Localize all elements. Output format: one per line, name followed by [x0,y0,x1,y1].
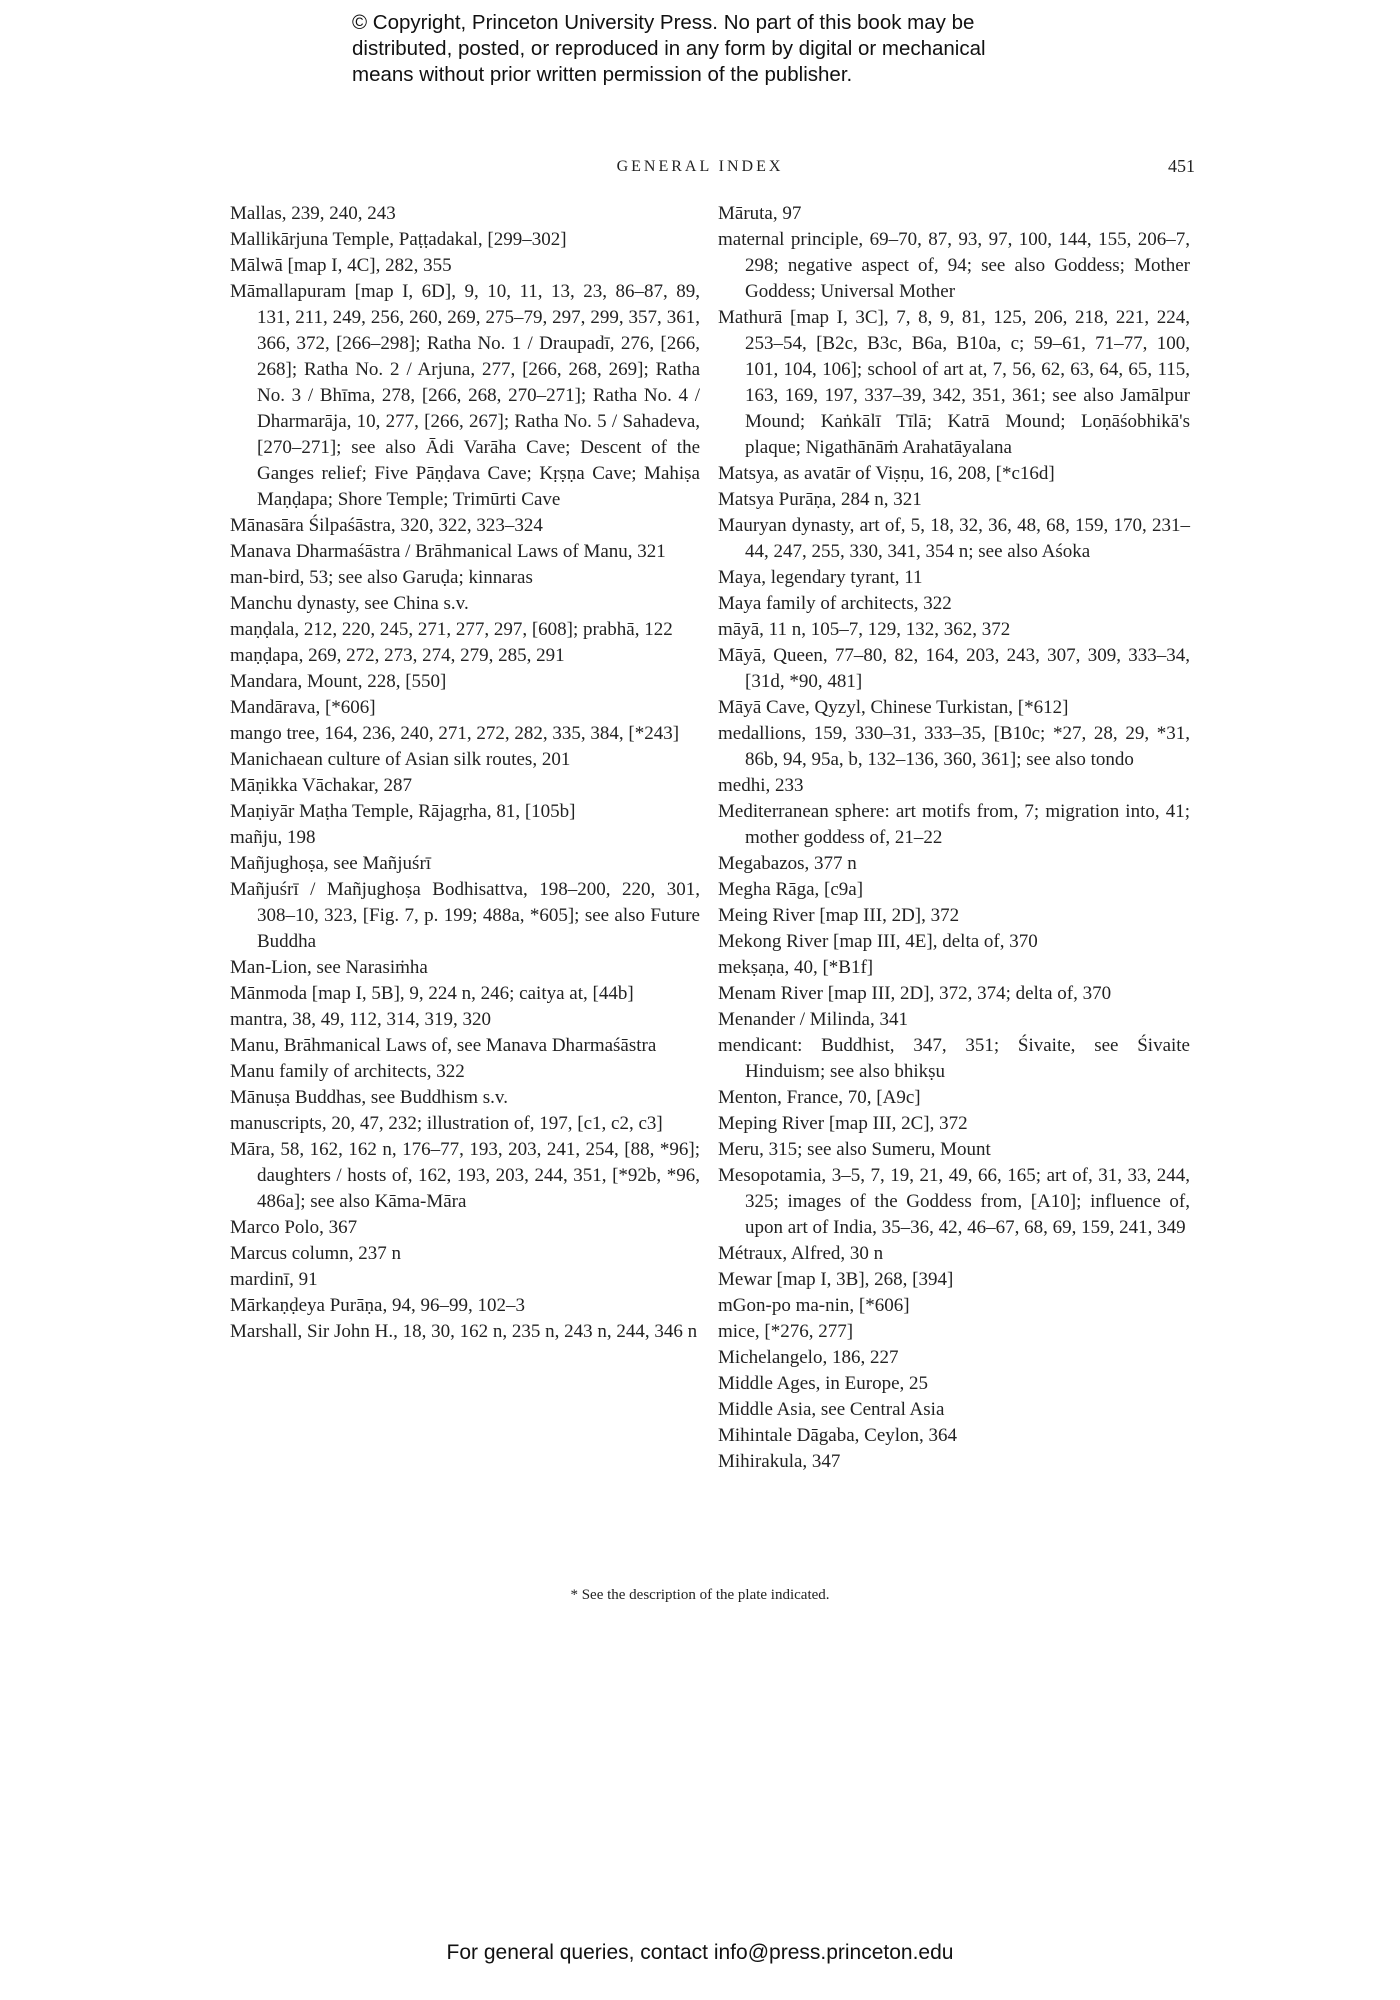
index-entry: Mesopotamia, 3–5, 7, 19, 21, 49, 66, 165; art of, 31, 33, 244, 325; images of the Goddess from, [A10]; influence of, upon art of India, 35–36, 42, 46–67, 68, 69, 159, 241, 349 [718,1165,1190,1238]
index-entry: Métraux, Alfred, 30 n [718,1243,884,1264]
index-entry: Mauryan dynasty, art of, 5, 18, 32, 36, 48, 68, 159, 170, 231–44, 247, 255, 330, 341, 354 n; see also Aśoka [718,515,1190,562]
index-entry: Manu family of architects, 322 [230,1061,465,1082]
index-entry: Maṇiyār Maṭha Temple, Rājagṛha, 81, [105b] [230,801,576,822]
index-column-right [718,201,1190,1475]
index-entry: mekṣaṇa, 40, [*B1f] [718,957,874,978]
copyright-line: means without prior written permission of the publisher. [352,63,853,86]
index-entry: maṇḍala, 212, 220, 245, 271, 277, 297, [608]; prabhā, 122 [230,619,673,640]
index-entry: mice, [*276, 277] [718,1321,854,1342]
index-entry: Mandārava, [*606] [230,697,376,718]
index-entry: Matsya, as avatār of Viṣṇu, 16, 208, [*c16d] [718,463,1055,484]
index-entry: Mallas, 239, 240, 243 [230,203,396,224]
index-entry: Mānuṣa Buddhas, see Buddhism s.v. [230,1087,508,1108]
index-entry: mendicant: Buddhist, 347, 351; Śivaite, see Śivaite Hinduism; see also bhikṣu [718,1035,1190,1082]
index-entry: Manava Dharmaśāstra / Brāhmanical Laws of Manu, 321 [230,541,666,562]
index-entry: Matsya Purāṇa, 284 n, 321 [718,489,922,510]
index-entry: Mekong River [map III, 4E], delta of, 370 [718,931,1038,952]
index-entry: Māyā, Queen, 77–80, 82, 164, 203, 243, 307, 309, 333–34, [31d, *90, 481] [718,645,1190,692]
index-entry: Māmallapuram [map I, 6D], 9, 10, 11, 13, 23, 86–87, 89, 131, 211, 249, 256, 260, 269, 275–79, 297, 299, 357, 361, 366, 372, [266–298]; Ratha No. 1 / Draupadī, 276, [266, 268]; Ratha No. 2 / Arjuna, 277, [266, 268, 269]; Ratha No. 3 / Bhīma, 278, [266, 268, 270–271]; Ratha No. 4 / Dharmarāja, 10, 277, [266, 267]; Ratha No. 5 / Sahadeva, [270–271]; see also Ādi Varāha Cave; Descent of the Ganges relief; Five Pāṇḍava Cave; Kṛṣṇa Cave; Mahiṣa Maṇḍapa; Shore Temple; Trimūrti Cave [230,281,700,510]
index-entry: Manchu dynasty, see China s.v. [230,593,469,614]
contact-footer: For general queries, contact info@press.princeton.edu [446,1941,954,1964]
index-entry: Mañjughoṣa, see Mañjuśrī [230,853,432,874]
index-entry: medallions, 159, 330–31, 333–35, [B10c; *27, 28, 29, *31, 86b, 94, 95a, b, 132–136, 360, 361]; see also tondo [718,723,1190,770]
copyright-line: distributed, posted, or reproduced in any form by digital or mechanical [352,37,986,60]
index-entry: Mediterranean sphere: art motifs from, 7; migration into, 41; mother goddess of, 21–22 [718,801,1190,848]
index-entry: medhi, 233 [718,775,804,796]
index-entry: Māruta, 97 [718,203,802,224]
index-entry: māyā, 11 n, 105–7, 129, 132, 362, 372 [718,619,1011,640]
index-entry: Marcus column, 237 n [230,1243,401,1264]
index-entry: Mihintale Dāgaba, Ceylon, 364 [718,1425,958,1446]
index-entry: Marco Polo, 367 [230,1217,358,1238]
index-entry: Megabazos, 377 n [718,853,857,874]
index-entry: Māyā Cave, Qyzyl, Chinese Turkistan, [*612] [718,697,1069,718]
footnote: * See the description of the plate indicated. [570,1587,830,1603]
index-entry: Maya family of architects, 322 [718,593,952,614]
index-entry: Megha Rāga, [c9a] [718,879,864,900]
page-title: GENERAL INDEX [616,158,784,175]
index-entry: Mānmoda [map I, 5B], 9, 224 n, 246; caitya at, [44b] [230,983,634,1004]
index-entry: Māra, 58, 162, 162 n, 176–77, 193, 203, 241, 254, [88, *96]; daughters / hosts of, 162, 193, 203, 244, 351, [*92b, *96, 486a]; see also Kāma-Māra [230,1139,700,1212]
index-entry: Mandara, Mount, 228, [550] [230,671,447,692]
index-entry: maternal principle, 69–70, 87, 93, 97, 100, 144, 155, 206–7, 298; negative aspect of, 94; see also Goddess; Mother Goddess; Universal Mother [718,229,1190,302]
index-entry: Meru, 315; see also Sumeru, Mount [718,1139,991,1160]
index-entry: Middle Asia, see Central Asia [718,1399,945,1420]
index-entry: Mallikārjuna Temple, Paṭṭadakal, [299–302] [230,229,567,250]
index-entry: mañju, 198 [230,827,316,848]
index-entry: Middle Ages, in Europe, 25 [718,1373,929,1394]
index-entry: Mālwā [map I, 4C], 282, 355 [230,255,452,276]
index-entry: Marshall, Sir John H., 18, 30, 162 n, 235 n, 243 n, 244, 346 n [230,1321,698,1342]
index-entry: man-bird, 53; see also Garuḍa; kinnaras [230,567,533,588]
index-entry: Menander / Milinda, 341 [718,1009,908,1030]
index-entry: Mañjuśrī / Mañjughoṣa Bodhisattva, 198–200, 220, 301, 308–10, 323, [Fig. 7, p. 199; 488a, *605]; see also Future Buddha [230,879,700,952]
index-entry: manuscripts, 20, 47, 232; illustration of, 197, [c1, c2, c3] [230,1113,663,1134]
index-entry: mGon-po ma-nin, [*606] [718,1295,910,1316]
index-entry: Maya, legendary tyrant, 11 [718,567,923,588]
index-entry: Menam River [map III, 2D], 372, 374; delta of, 370 [718,983,1112,1004]
index-entry: Mathurā [map I, 3C], 7, 8, 9, 81, 125, 206, 218, 221, 224, 253–54, [B2c, B3c, B6a, B10a, c; 59–61, 71–77, 100, 101, 104, 106]; school of art at, 7, 56, 62, 63, 64, 65, 115, 163, 169, 197, 337–39, 342, 351, 361; see also Jamālpur Mound; Kaṅkālī Tīlā; Katrā Mound; Loṇāśobhikā's plaque; Nigathānāṁ Arahatāyalana [718,307,1190,458]
index-entry: Mewar [map I, 3B], 268, [394] [718,1269,954,1290]
index-entry: Manichaean culture of Asian silk routes, 201 [230,749,571,770]
index-entry: Michelangelo, 186, 227 [718,1347,899,1368]
index-entry: Meing River [map III, 2D], 372 [718,905,960,926]
copyright-line: © Copyright, Princeton University Press. No part of this book may be [352,11,975,34]
index-entry: Man-Lion, see Narasiṁha [230,957,428,978]
index-entry: Meping River [map III, 2C], 372 [718,1113,968,1134]
page-number: 451 [1168,156,1195,176]
index-entry: Mihirakula, 347 [718,1451,841,1472]
index-entry: Menton, France, 70, [A9c] [718,1087,921,1108]
copyright-notice [352,10,1112,88]
index-entry: Mārkaṇḍeya Purāṇa, 94, 96–99, 102–3 [230,1295,525,1316]
index-entry: mardinī, 91 [230,1269,318,1290]
index-entry: mantra, 38, 49, 112, 314, 319, 320 [230,1009,492,1030]
index-entry: Māṇikka Vāchakar, 287 [230,775,412,796]
index-column-left [230,201,700,1345]
index-entry: Mānasāra Śilpaśāstra, 320, 322, 323–324 [230,515,543,536]
index-entry: Manu, Brāhmanical Laws of, see Manava Dharmaśāstra [230,1035,657,1056]
index-entry: maṇḍapa, 269, 272, 273, 274, 279, 285, 291 [230,645,565,666]
index-entry: mango tree, 164, 236, 240, 271, 272, 282, 335, 384, [*243] [230,723,680,744]
